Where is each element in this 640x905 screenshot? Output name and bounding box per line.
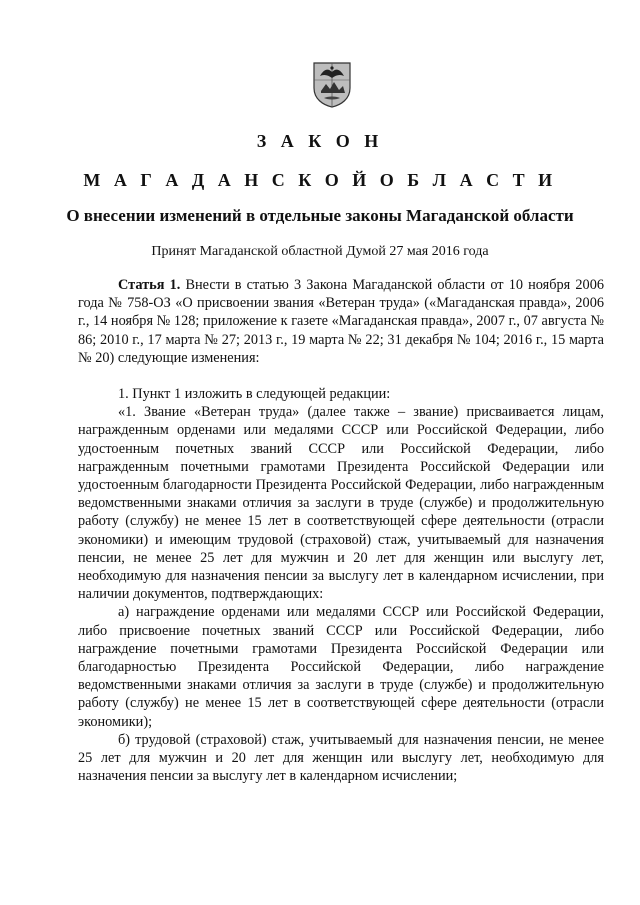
paragraph-subitem-a: а) награждение орденами или медалями СССР или Российской Федерации, либо присвоение почетных званий СССР или Российской Федерации, либо награждение почетными грамотами Президента Российской Федерации или благодарностью Президента Российской Федерации, либо награждение ведомственными знаками отличия за заслуги в труде (службе) и продолжительную работу (службу) не менее 15 лет в соответствующей сфере деятельности (отрасли экономики); <box>78 604 604 730</box>
coat-of-arms <box>312 60 352 108</box>
law-subject: О внесении изменений в отдельные законы Магаданской области <box>66 206 574 225</box>
paragraph-item-1: 1. Пункт 1 изложить в следующей редакции: <box>118 386 391 403</box>
region-title: М А Г А Д А Н С К О Й О Б Л А С Т И <box>83 170 557 190</box>
paragraph-subitem-b: б) трудовой (страховой) стаж, учитываемый для назначения пенсии, не менее 25 лет для мужчин и 20 лет для женщин или выслугу лет, необходимую для назначения пенсии за выслугу лет в календарном исчислении; <box>78 731 604 785</box>
article-label: Статья 1. <box>118 277 181 293</box>
article-1-paragraph <box>78 276 604 367</box>
law-body <box>78 276 604 785</box>
adoption-line: Принят Магаданской областной Думой 27 мая 2016 года <box>151 244 489 259</box>
paragraph-new-wording: «1. Звание «Ветеран труда» (далее также – звание) присваивается лицам, награжденным орденами или медалями СССР или Российской Федерации, либо удостоенным почетных званий СССР или Российской Федерации, либо награжденным почетными грамотами Президента Российской Федерации или удостоенным благодарности Президента Российской Федерации, либо награжденным ведомственными знаками отличия за заслуги в труде (службе) и продолжительную работу (службу) не менее 15 лет в соответствующей сфере деятельности (отрасли экономики) и имеющим трудовой (страховой) стаж, учитываемый для назначения пенсии, не менее 25 лет для мужчин и 20 лет для женщин или выслугу лет, необходимую для назначения пенсии за выслугу лет в календарном исчислении, при наличии документов, подтверждающих: <box>78 404 604 603</box>
law-title: З А К О Н <box>256 131 384 151</box>
article-text: Внести в статью 3 Закона Магаданской области от 10 ноября 2006 года № 758-ОЗ «О присвоении звания «Ветеран труда» («Магаданская правда», 2006 г., 14 ноября № 128; приложение к газете «Магаданская правда», 2007 г., 07 августа № 86; 2010 г., 17 марта № 27; 2013 г., 19 марта № 22; 31 декабря № 104; 2016 г., 15 марта № 20) следующие изменения: <box>78 277 604 366</box>
magadan-coat-of-arms-icon <box>312 60 352 108</box>
